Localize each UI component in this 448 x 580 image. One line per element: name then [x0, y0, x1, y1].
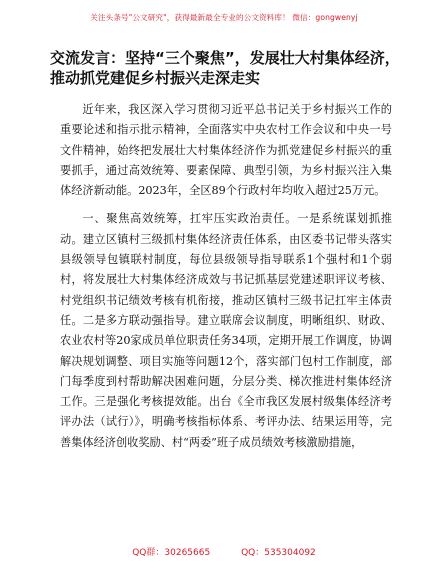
document-title: 交流发言：坚持“三个聚焦”，发展壮大村集体经济，推动抓党建促乡村振兴走深走实	[50, 49, 400, 87]
document-body	[60, 100, 392, 453]
paragraph-intro: 近年来，我区深入学习贯彻习近平总书记关于乡村振兴工作的重要论述和指示批示精神，全面落实中央农村工作会议和中央一号文件精神，始终把发展壮大村集体经济作为抓党建促乡村振兴的重要抓手，通过高效统筹、要素保障、典型引领，为乡村振兴注入集体经济新动能。2023年，全区89个行政村年均收入超过25万元。	[60, 103, 392, 198]
header-banner: 关注头条号"公文研究"，获得最新最全专业的公文资料库！ 微信：gongwenyj	[90, 13, 358, 22]
paragraph-section-1: 一、聚焦高效统筹，扛牢压实政治责任。一是系统谋划抓推动。建立区镇村三级抓村集体经济责任体系，由区委书记带头落实县级领导包镇联村制度，每位县级领导指导联系1个强村和1个弱村，将发展壮大村集体经济成效与书记抓基层党建述职评议考核、村党组织书记绩效考核有机衔接，推动区镇村三级书记扛牢主体责任。二是多方联动强指导。建立联席会议制度，明晰组织、财政、农业农村等20家成员单位职责任务34项，定期开展工作调度，协调解决规划调整、项目实施等问题12个，落实部门包村工作制度，部门每季度到村帮助解决困难问题，分层分类、梯次推进村集体经济工作。三是强化考核提效能。出台《全市我区发展村级集体经济考评办法（试行）》，明确考核指标体系、考评办法、结果运用等，完善集体经济创收奖励、村“两委”班子成员绩效考核激励措施，	[60, 212, 392, 449]
footer-qq-group: QQ群：30265665	[132, 548, 211, 558]
footer-qq: QQ：535304092	[241, 548, 316, 558]
footer-contacts	[0, 545, 448, 558]
